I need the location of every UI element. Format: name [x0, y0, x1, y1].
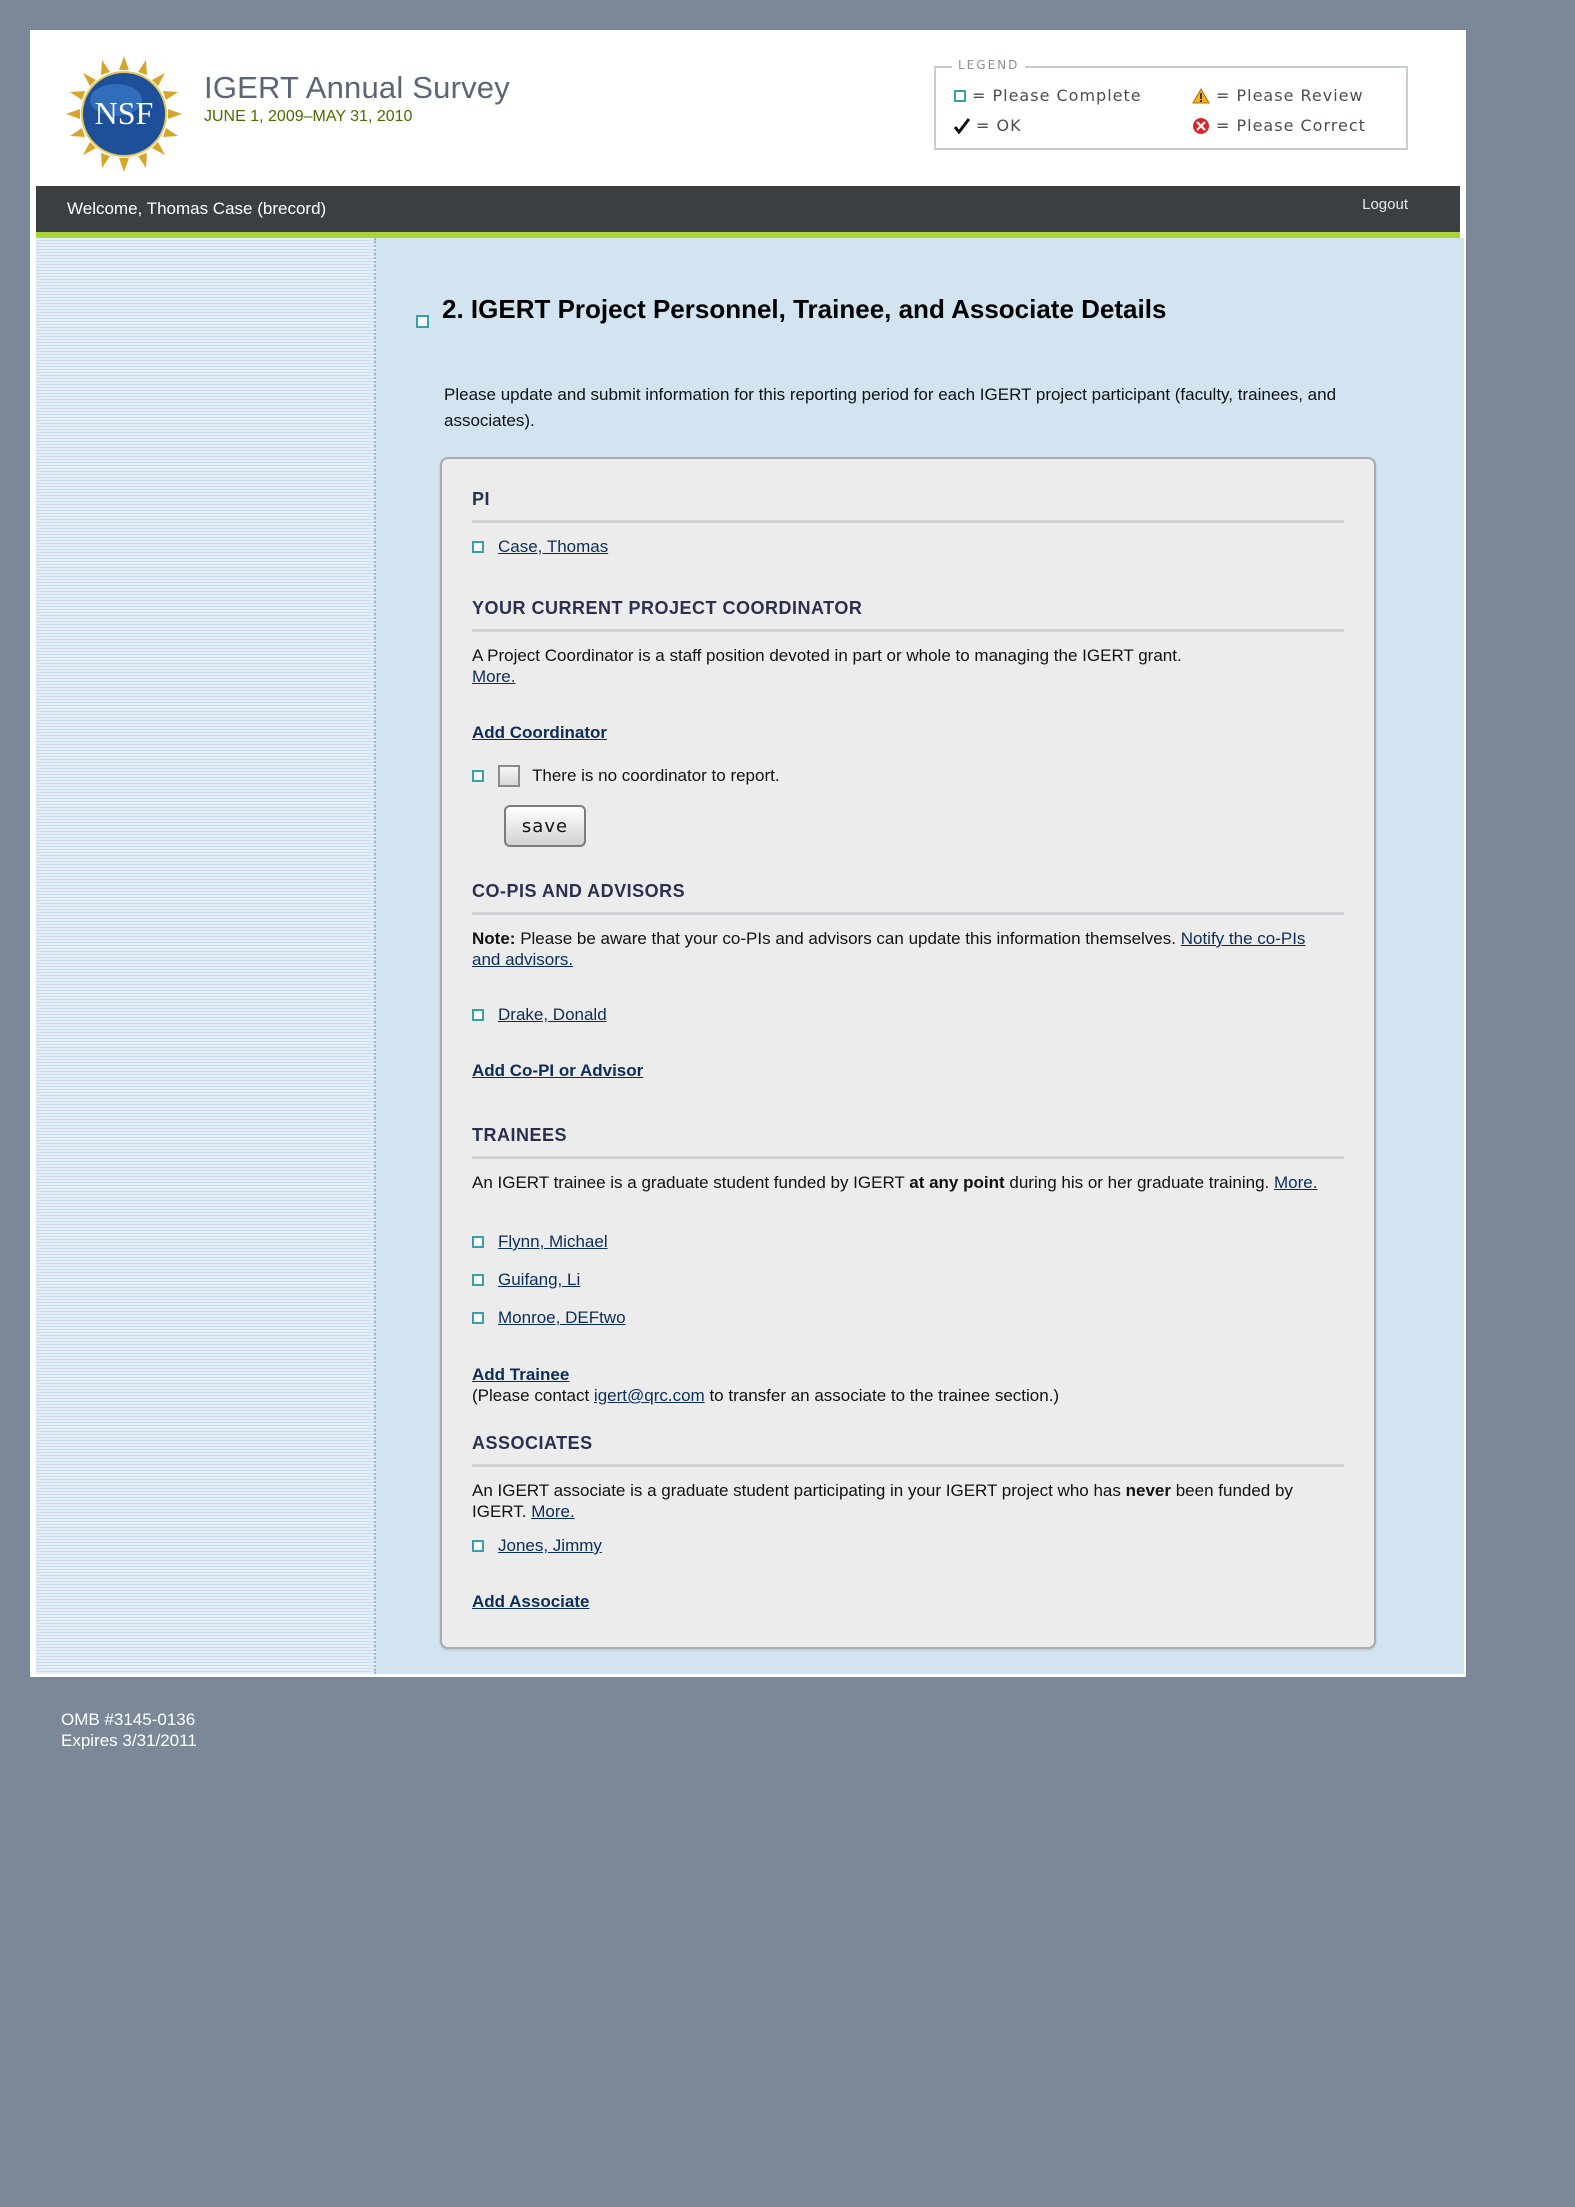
please-complete-icon	[416, 315, 429, 328]
header	[36, 34, 1460, 186]
add-coordinator-link[interactable]: Add Coordinator	[472, 723, 608, 742]
pi-heading: PI	[472, 489, 1344, 523]
associates-desc-post: been funded by IGERT.	[472, 1481, 1293, 1521]
reporting-period: JUNE 1, 2009–MAY 31, 2010	[204, 108, 413, 125]
personnel-panel	[440, 457, 1376, 1649]
checkmark-icon	[954, 118, 970, 134]
coordinator-description	[472, 645, 1332, 687]
please-complete-icon	[472, 1312, 484, 1324]
trainees-more-link[interactable]: More.	[1274, 1173, 1318, 1192]
section-title: 2. IGERT Project Personnel, Trainee, and Associate Details	[442, 294, 1167, 324]
trainee-link[interactable]: Flynn, Michael	[498, 1232, 608, 1251]
trainees-desc-pre: An IGERT trainee is a graduate student funded by IGERT	[472, 1173, 905, 1192]
no-coordinator-checkbox[interactable]	[498, 765, 520, 787]
legend-ok	[954, 116, 1022, 135]
pi-link[interactable]: Case, Thomas	[498, 537, 609, 556]
main-content	[376, 238, 1464, 1674]
list-item	[472, 1232, 608, 1252]
legend-complete	[954, 86, 1142, 105]
trainees-heading: TRAINEES	[472, 1125, 1344, 1159]
expiry-date: Expires 3/31/2011	[61, 1731, 197, 1750]
legend-review-label: = Please Review	[1216, 86, 1364, 105]
copis-heading: CO-PIS AND ADVISORS	[472, 881, 1344, 915]
legend-review	[1192, 86, 1364, 105]
add-associate-link[interactable]: Add Associate	[472, 1592, 590, 1611]
section-intro: Please update and submit information for this reporting period for each IGERT project participant (faculty, trainees, and associates).	[444, 385, 1337, 430]
please-complete-icon	[472, 770, 484, 782]
legend-correct-label: = Please Correct	[1216, 116, 1366, 135]
note-label: Note:	[472, 929, 516, 948]
page-content	[36, 34, 1460, 1671]
no-coordinator-label: There is no coordinator to report.	[532, 766, 780, 785]
trainee-link[interactable]: Monroe, DEFtwo	[498, 1308, 626, 1327]
associates-more-link[interactable]: More.	[531, 1502, 575, 1521]
associates-heading: ASSOCIATES	[472, 1433, 1344, 1467]
app-title: IGERT Annual Survey	[204, 70, 510, 105]
contact-pre: (Please contact	[472, 1386, 590, 1405]
please-complete-icon	[472, 1009, 484, 1021]
associate-link[interactable]: Jones, Jimmy	[498, 1536, 602, 1555]
welcome-message: Welcome, Thomas Case (brecord)	[67, 199, 327, 218]
warning-icon	[1192, 88, 1210, 104]
add-copi-link[interactable]: Add Co-PI or Advisor	[472, 1061, 644, 1080]
coordinator-more-link[interactable]: More.	[472, 667, 516, 686]
logout-link[interactable]: Logout	[1362, 196, 1408, 213]
no-coordinator-row	[472, 765, 780, 787]
legend-correct	[1192, 116, 1366, 135]
coordinator-heading: YOUR CURRENT PROJECT COORDINATOR	[472, 598, 1344, 632]
nsf-logo	[66, 56, 182, 172]
please-complete-icon	[472, 541, 484, 553]
please-complete-icon	[954, 90, 966, 102]
trainees-desc-post: during his or her graduate training.	[1009, 1173, 1270, 1192]
top-nav-bar	[36, 186, 1460, 238]
legend-ok-label: = OK	[976, 116, 1022, 135]
please-complete-icon	[472, 1236, 484, 1248]
list-item	[472, 1536, 602, 1556]
note-text: Please be aware that your co-PIs and advisors can update this information themselves.	[520, 929, 1176, 948]
associates-desc-bold: never	[1125, 1481, 1171, 1500]
copis-note	[472, 928, 1332, 970]
trainee-link[interactable]: Guifang, Li	[498, 1270, 581, 1289]
contact-email-link[interactable]: igert@qrc.com	[593, 1386, 705, 1405]
error-icon	[1192, 117, 1210, 135]
legend	[934, 58, 1408, 150]
trainees-description	[472, 1172, 1332, 1193]
copi-link[interactable]: Drake, Donald	[498, 1005, 607, 1024]
footer	[61, 1709, 197, 1751]
list-item	[472, 1270, 580, 1290]
add-trainee-link[interactable]: Add Trainee	[472, 1365, 570, 1384]
left-sidebar	[36, 238, 376, 1674]
logo-text: NSF	[94, 95, 154, 131]
please-complete-icon	[472, 1274, 484, 1286]
omb-number: OMB #3145-0136	[61, 1710, 196, 1729]
legend-complete-label: = Please Complete	[972, 86, 1142, 105]
page-frame	[30, 30, 1466, 1677]
list-item	[472, 537, 608, 557]
coordinator-description-text: A Project Coordinator is a staff position devoted in part or whole to managing the IGERT grant.	[472, 646, 1182, 665]
please-complete-icon	[472, 1540, 484, 1552]
associates-description	[472, 1480, 1332, 1522]
add-trainee-block	[472, 1364, 1332, 1406]
associates-desc-pre: An IGERT associate is a graduate student participating in your IGERT project who has	[472, 1481, 1121, 1500]
save-button[interactable]: save	[504, 805, 586, 847]
contact-post: to transfer an associate to the trainee section.)	[709, 1386, 1060, 1405]
list-item	[472, 1308, 626, 1328]
legend-title: LEGEND	[952, 58, 1025, 72]
notify-copis-link[interactable]: Notify the co-PIs and advisors.	[472, 929, 1306, 969]
list-item	[472, 1005, 607, 1025]
trainees-desc-bold: at any point	[909, 1173, 1005, 1192]
